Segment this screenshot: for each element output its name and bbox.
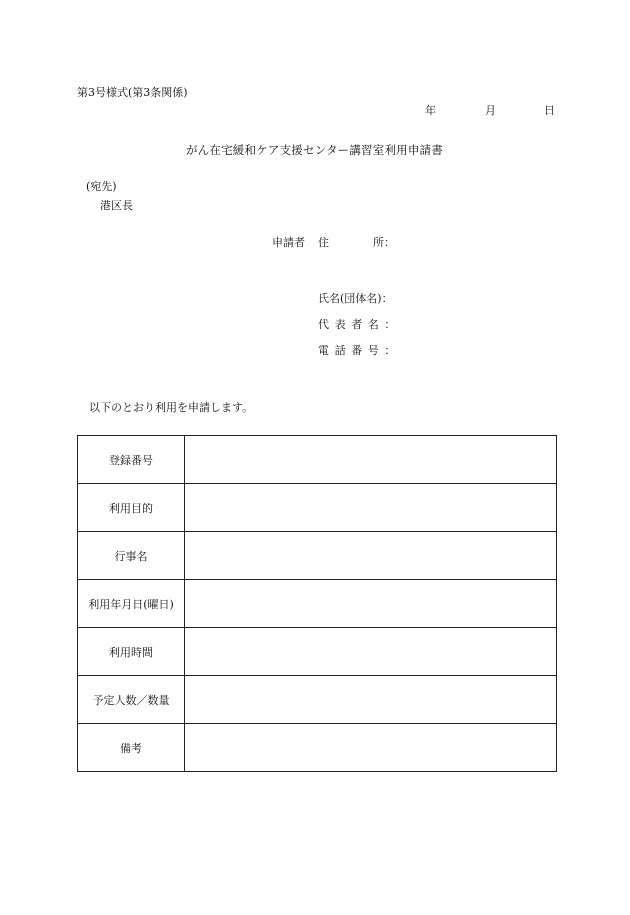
row-label-usage-date: 利用年月日(曜日) [78, 580, 185, 628]
form-number: 第3号様式(第3条関係) [77, 86, 188, 99]
representative-label: 代表者名： [318, 318, 401, 331]
row-label-usage-time: 利用時間 [78, 628, 185, 676]
row-label-purpose: 利用目的 [78, 484, 185, 532]
date-day-label: 日 [544, 104, 555, 117]
row-value-usage-time[interactable] [185, 628, 557, 676]
table-row [78, 484, 557, 532]
row-value-expected-count[interactable] [185, 676, 557, 724]
date-month-label: 月 [485, 104, 496, 117]
application-table [77, 435, 557, 772]
row-label-event-name: 行事名 [78, 532, 185, 580]
name-label: 氏名(団体名)： [318, 292, 393, 305]
table-row [78, 436, 557, 484]
row-value-registration-number[interactable] [185, 436, 557, 484]
row-label-remarks: 備考 [78, 724, 185, 772]
date-year-label: 年 [425, 104, 436, 117]
row-value-event-name[interactable] [185, 532, 557, 580]
document-title: がん在宅緩和ケア支援センター講習室利用申請書 [186, 143, 443, 157]
addressee-label: (宛先) [86, 180, 117, 193]
row-value-remarks[interactable] [185, 724, 557, 772]
row-value-purpose[interactable] [185, 484, 557, 532]
row-label-expected-count: 予定人数／数量 [78, 676, 185, 724]
table-row [78, 580, 557, 628]
intro-text: 以下のとおり利用を申請します。 [89, 401, 254, 414]
addressee: 港区長 [100, 199, 133, 212]
row-value-usage-date[interactable] [185, 580, 557, 628]
table-row [78, 532, 557, 580]
row-label-registration-number: 登録番号 [78, 436, 185, 484]
applicant-label: 申請者 [272, 236, 305, 249]
table-row [78, 628, 557, 676]
table-row [78, 676, 557, 724]
table-row [78, 724, 557, 772]
phone-label: 電話番号： [318, 344, 401, 357]
address-label-b: 所： [373, 236, 395, 249]
address-label-a: 住 [318, 236, 329, 249]
address-label [318, 236, 395, 250]
